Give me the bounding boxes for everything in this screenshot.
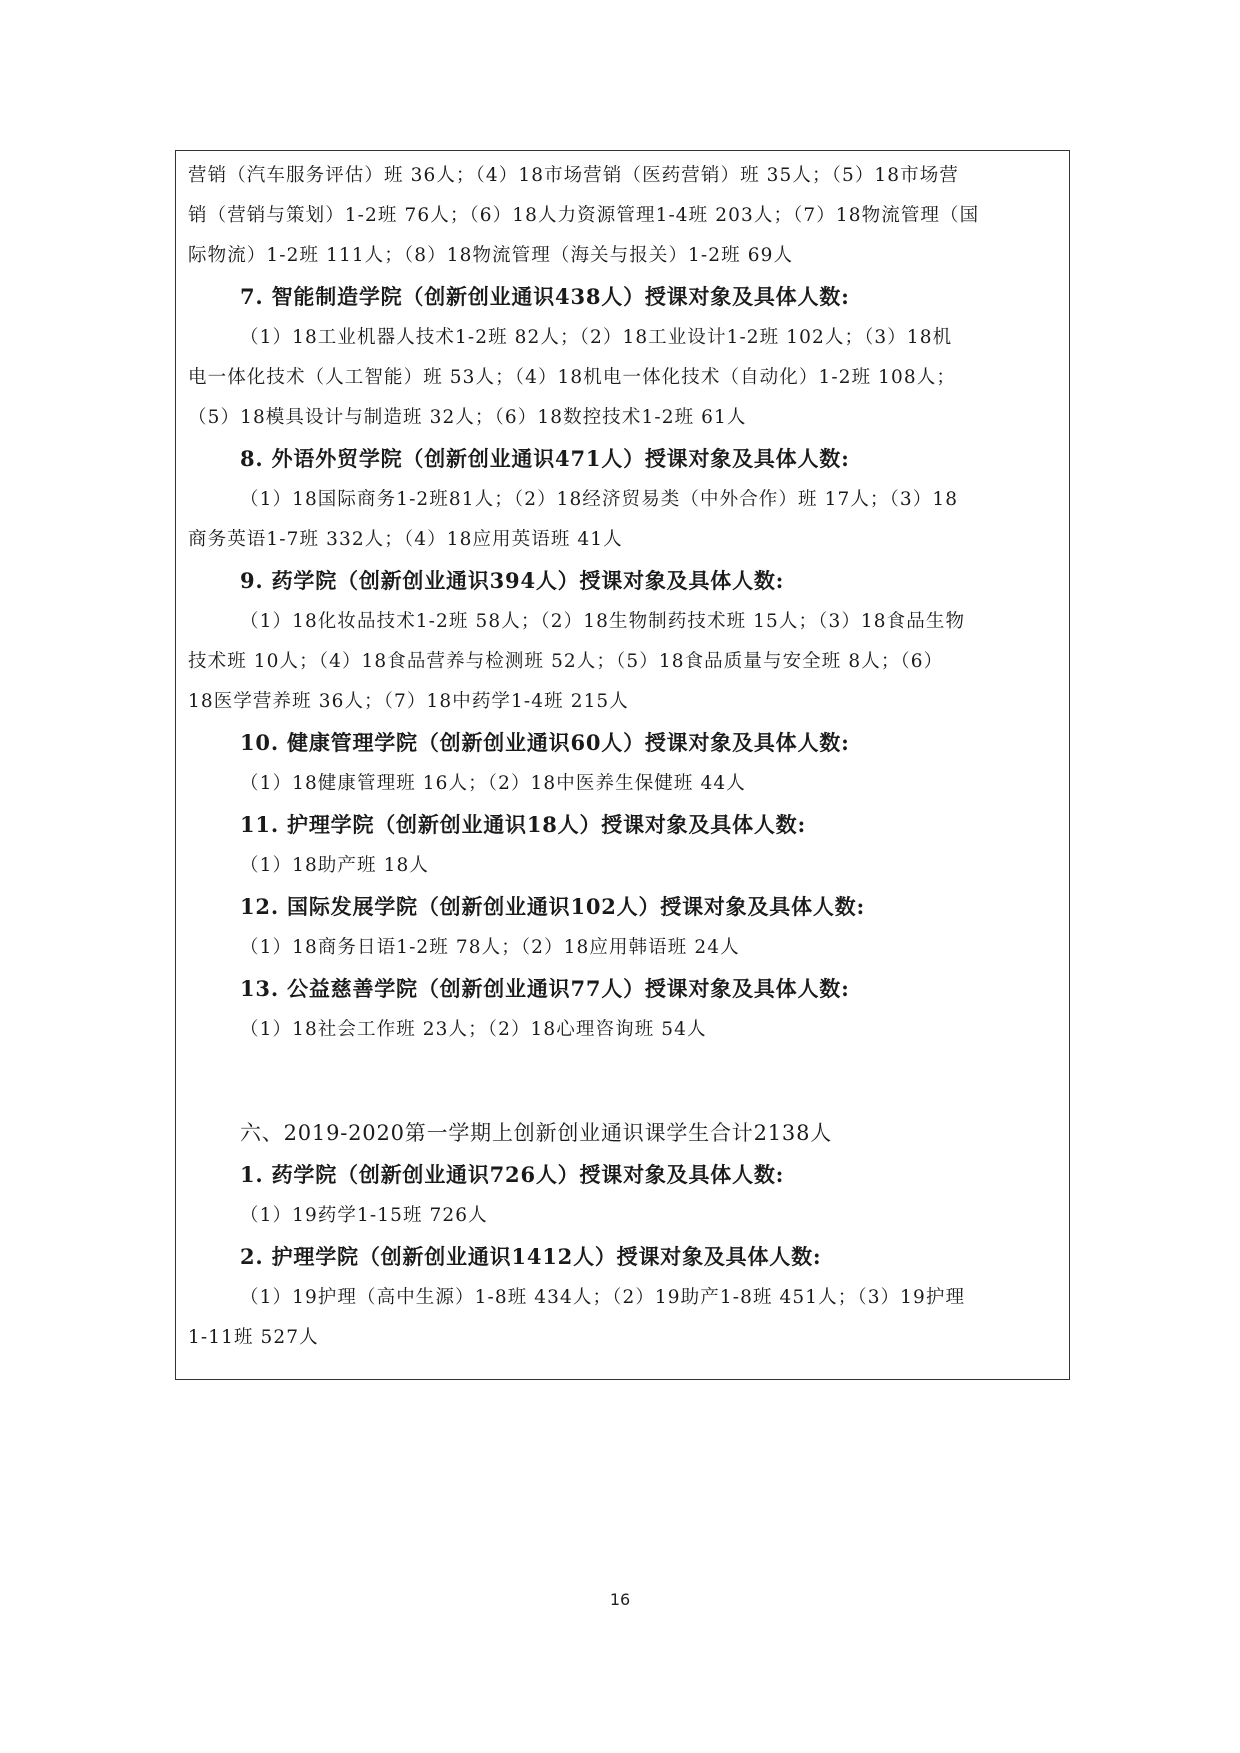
part6-heading-2: 2. 护理学院（创新创业通识1412人）授课对象及具体人数: <box>240 1244 822 1269</box>
body-line: （1）19护理（高中生源）1-8班 434人；（2）19助产1-8班 451人；（3）19护理 <box>240 1287 966 1308</box>
body-line: 1-11班 527人 <box>188 1327 319 1348</box>
section-heading-11: 11. 护理学院（创新创业通识18人）授课对象及具体人数: <box>240 812 807 837</box>
section-heading-10: 10. 健康管理学院（创新创业通识60人）授课对象及具体人数: <box>240 730 850 755</box>
body-line: （5）18模具设计与制造班 32人；（6）18数控技术1-2班 61人 <box>188 407 747 428</box>
document-body <box>188 156 1060 1358</box>
body-line: （1）18商务日语1-2班 78人；（2）18应用韩语班 24人 <box>240 937 740 958</box>
section-heading-8: 8. 外语外贸学院（创新创业通识471人）授课对象及具体人数: <box>240 446 850 471</box>
body-line: （1）18化妆品技术1-2班 58人；（2）18生物制药技术班 15人；（3）18食品生物 <box>240 611 966 632</box>
body-line: 电一体化技术（人工智能）班 53人；（4）18机电一体化技术（自动化）1-2班 108人； <box>188 367 956 388</box>
body-line: 销（营销与策划）1-2班 76人；（6）18人力资源管理1-4班 203人；（7）18物流管理（国 <box>188 205 980 226</box>
body-line: （1）18工业机器人技术1-2班 82人；（2）18工业设计1-2班 102人；（3）18机 <box>240 327 953 348</box>
body-line: 营销（汽车服务评估）班 36人；（4）18市场营销（医药营销）班 35人；（5）18市场营 <box>188 165 959 186</box>
body-line: 商务英语1-7班 332人；（4）18应用英语班 41人 <box>188 529 623 550</box>
part-title: 六、2019-2020第一学期上创新创业通识课学生合计2138人 <box>240 1121 833 1145</box>
body-line: （1）18助产班 18人 <box>240 855 429 876</box>
page-number: 16 <box>609 1590 631 1609</box>
section-heading-7: 7. 智能制造学院（创新创业通识438人）授课对象及具体人数: <box>240 284 850 309</box>
body-line: 18医学营养班 36人；（7）18中药学1-4班 215人 <box>188 691 629 712</box>
body-line: （1）18健康管理班 16人；（2）18中医养生保健班 44人 <box>240 773 746 794</box>
body-line: （1）18国际商务1-2班81人；（2）18经济贸易类（中外合作）班 17人；（3）18 <box>240 489 959 510</box>
body-line: （1）19药学1-15班 726人 <box>240 1205 488 1226</box>
body-line: 技术班 10人；（4）18食品营养与检测班 52人；（5）18食品质量与安全班 8人；（6） <box>188 651 944 672</box>
section-heading-12: 12. 国际发展学院（创新创业通识102人）授课对象及具体人数: <box>240 894 866 919</box>
spacer <box>188 1050 1060 1112</box>
body-line: 际物流）1-2班 111人；（8）18物流管理（海关与报关）1-2班 69人 <box>188 245 794 266</box>
section-heading-9: 9. 药学院（创新创业通识394人）授课对象及具体人数: <box>240 568 785 593</box>
part6-heading-1: 1. 药学院（创新创业通识726人）授课对象及具体人数: <box>240 1162 785 1187</box>
section-heading-13: 13. 公益慈善学院（创新创业通识77人）授课对象及具体人数: <box>240 976 850 1001</box>
body-line: （1）18社会工作班 23人；（2）18心理咨询班 54人 <box>240 1019 707 1040</box>
